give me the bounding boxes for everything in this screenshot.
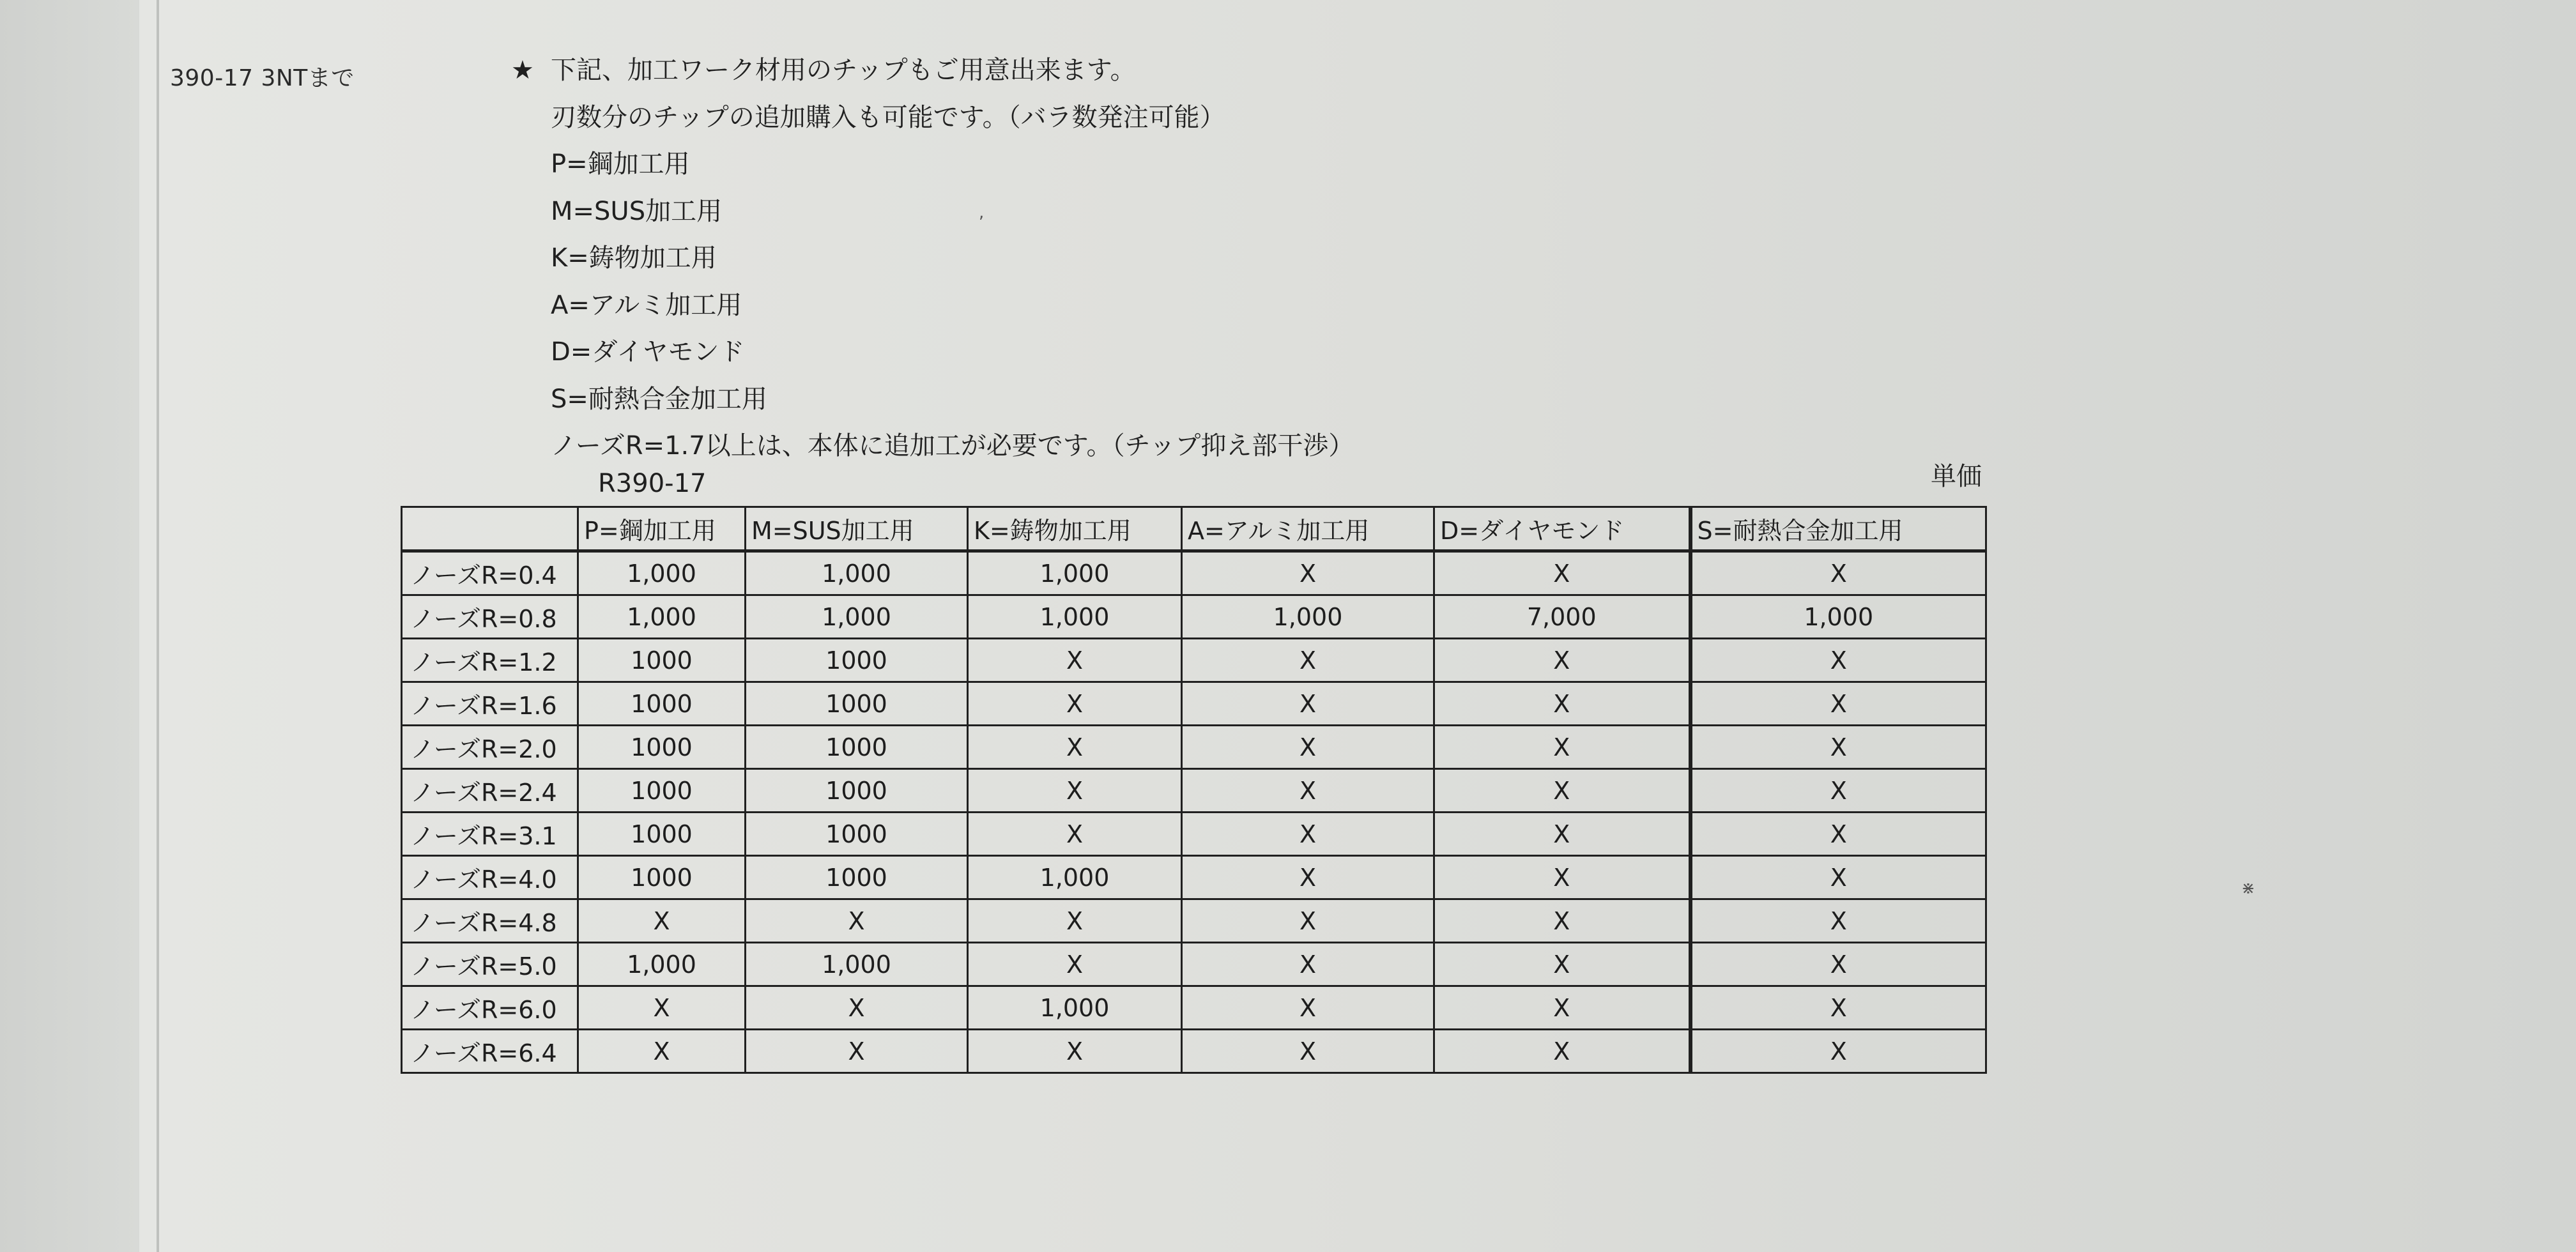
page-note: 390-17 3NTまで xyxy=(170,65,355,91)
note-line-4: M=SUS加工用 xyxy=(551,196,723,226)
price-cell: 1000 xyxy=(746,682,968,726)
row-header-cell: ノーズR=6.4 xyxy=(402,1030,578,1073)
price-cell: X xyxy=(578,899,746,943)
table-row xyxy=(402,856,1986,899)
price-cell: X xyxy=(968,813,1182,856)
price-cell: 1000 xyxy=(578,639,746,682)
row-header-cell: ノーズR=2.4 xyxy=(402,769,578,813)
table-row xyxy=(402,1030,1986,1073)
price-cell: X xyxy=(968,899,1182,943)
price-cell: X xyxy=(968,943,1182,986)
price-cell: 1,000 xyxy=(746,943,968,986)
price-cell: X xyxy=(968,1030,1182,1073)
price-cell: X xyxy=(1434,943,1690,986)
price-cell: 1,000 xyxy=(746,595,968,639)
price-cell: 1,000 xyxy=(968,986,1182,1030)
price-cell: X xyxy=(1434,726,1690,769)
header-m-sus: M=SUS加工用 xyxy=(746,507,968,551)
price-cell: X xyxy=(1182,1030,1434,1073)
header-d-diamond: D=ダイヤモンド xyxy=(1434,507,1690,551)
price-cell: X xyxy=(1690,726,1986,769)
row-header-cell: ノーズR=2.0 xyxy=(402,726,578,769)
price-cell: 1,000 xyxy=(578,551,746,595)
price-cell: 1000 xyxy=(578,813,746,856)
price-cell: X xyxy=(1182,943,1434,986)
table-row xyxy=(402,813,1986,856)
price-cell: X xyxy=(968,639,1182,682)
note-line-8: S=耐熱合金加工用 xyxy=(551,384,767,414)
price-cell: X xyxy=(1182,682,1434,726)
row-header-cell: ノーズR=0.4 xyxy=(402,551,578,595)
row-header-cell: ノーズR=6.0 xyxy=(402,986,578,1030)
notes-block xyxy=(511,47,1354,470)
header-k-cast: K=鋳物加工用 xyxy=(968,507,1182,551)
table-row xyxy=(402,639,1986,682)
price-cell: X xyxy=(1182,899,1434,943)
price-cell: 1,000 xyxy=(968,595,1182,639)
price-cell: X xyxy=(1434,813,1690,856)
price-cell: X xyxy=(578,986,746,1030)
table-row xyxy=(402,899,1986,943)
price-cell: X xyxy=(1690,856,1986,899)
price-cell: 1000 xyxy=(746,769,968,813)
row-header-cell: ノーズR=1.6 xyxy=(402,682,578,726)
price-cell: 1000 xyxy=(578,726,746,769)
table-row xyxy=(402,726,1986,769)
header-corner xyxy=(402,507,578,551)
price-cell: X xyxy=(968,769,1182,813)
price-cell: 7,000 xyxy=(1434,595,1690,639)
table-title: R390-17 xyxy=(598,469,707,498)
price-cell: X xyxy=(1182,551,1434,595)
price-cell: 1,000 xyxy=(1182,595,1434,639)
price-cell: 1,000 xyxy=(578,595,746,639)
price-cell: X xyxy=(1182,986,1434,1030)
row-header-cell: ノーズR=3.1 xyxy=(402,813,578,856)
price-cell: X xyxy=(1690,813,1986,856)
price-cell: X xyxy=(1434,899,1690,943)
price-cell: 1,000 xyxy=(968,551,1182,595)
price-cell: X xyxy=(1434,551,1690,595)
note-line-3: P=鋼加工用 xyxy=(551,149,690,179)
price-cell: X xyxy=(1434,639,1690,682)
price-cell: 1000 xyxy=(578,682,746,726)
price-cell: X xyxy=(1690,769,1986,813)
price-cell: X xyxy=(968,682,1182,726)
price-cell: X xyxy=(1690,1030,1986,1073)
header-s-heat-resistant: S=耐熱合金加工用 xyxy=(1690,507,1986,551)
unit-price-label: 単価 xyxy=(1931,462,1982,491)
price-cell: X xyxy=(1182,813,1434,856)
table-row xyxy=(402,551,1986,595)
row-header-cell: ノーズR=5.0 xyxy=(402,943,578,986)
price-cell: X xyxy=(1434,1030,1690,1073)
note-line-6: A=アルミ加工用 xyxy=(551,290,742,320)
row-header-cell: ノーズR=0.8 xyxy=(402,595,578,639)
row-header-cell: ノーズR=4.0 xyxy=(402,856,578,899)
price-cell: X xyxy=(1690,682,1986,726)
price-cell: 1,000 xyxy=(746,551,968,595)
price-cell: X xyxy=(1434,856,1690,899)
left-margin xyxy=(0,0,139,1252)
chip-price-table xyxy=(401,506,1987,1074)
note-line-7: D=ダイヤモンド xyxy=(551,337,745,367)
price-cell: X xyxy=(1690,943,1986,986)
star-icon: ★ xyxy=(511,56,534,85)
table-row xyxy=(402,595,1986,639)
price-cell: X xyxy=(1434,682,1690,726)
note-line-1: 下記、加工ワーク材用のチップもご用意出来ます。 xyxy=(551,56,1136,85)
price-cell: 1000 xyxy=(746,726,968,769)
price-cell: X xyxy=(746,899,968,943)
price-cell: X xyxy=(578,1030,746,1073)
price-cell: X xyxy=(746,1030,968,1073)
price-cell: 1000 xyxy=(578,769,746,813)
price-cell: X xyxy=(968,726,1182,769)
price-cell: X xyxy=(1182,726,1434,769)
price-cell: 1000 xyxy=(746,639,968,682)
price-cell: 1000 xyxy=(746,813,968,856)
price-cell: X xyxy=(1690,551,1986,595)
price-cell: X xyxy=(1434,769,1690,813)
price-cell: 1,000 xyxy=(578,943,746,986)
price-cell: X xyxy=(746,986,968,1030)
screen-speck: , xyxy=(979,203,985,222)
note-line-2: 刃数分のチップの追加購入も可能です。（バラ数発注可能） xyxy=(551,102,1225,132)
header-p-steel: P=鋼加工用 xyxy=(578,507,746,551)
row-header-cell: ノーズR=4.8 xyxy=(402,899,578,943)
price-cell: X xyxy=(1182,769,1434,813)
price-cell: 1000 xyxy=(578,856,746,899)
screen-speck: ⋇ xyxy=(2241,879,2255,898)
note-line-9: ノーズR=1.7以上は、本体に追加工が必要です。（チップ抑え部干渉） xyxy=(551,431,1354,461)
price-cell: 1,000 xyxy=(968,856,1182,899)
table-row xyxy=(402,769,1986,813)
price-cell: 1,000 xyxy=(1690,595,1986,639)
price-cell: X xyxy=(1182,639,1434,682)
table-row xyxy=(402,986,1986,1030)
row-header-cell: ノーズR=1.2 xyxy=(402,639,578,682)
table-header-row xyxy=(402,507,1986,551)
price-cell: X xyxy=(1690,899,1986,943)
price-cell: X xyxy=(1690,986,1986,1030)
price-cell: 1000 xyxy=(746,856,968,899)
margin-rule xyxy=(157,0,159,1252)
note-line-5: K=鋳物加工用 xyxy=(551,243,717,273)
table-row xyxy=(402,943,1986,986)
header-a-aluminum: A=アルミ加工用 xyxy=(1182,507,1434,551)
price-cell: X xyxy=(1690,639,1986,682)
price-cell: X xyxy=(1434,986,1690,1030)
table-row xyxy=(402,682,1986,726)
price-cell: X xyxy=(1182,856,1434,899)
